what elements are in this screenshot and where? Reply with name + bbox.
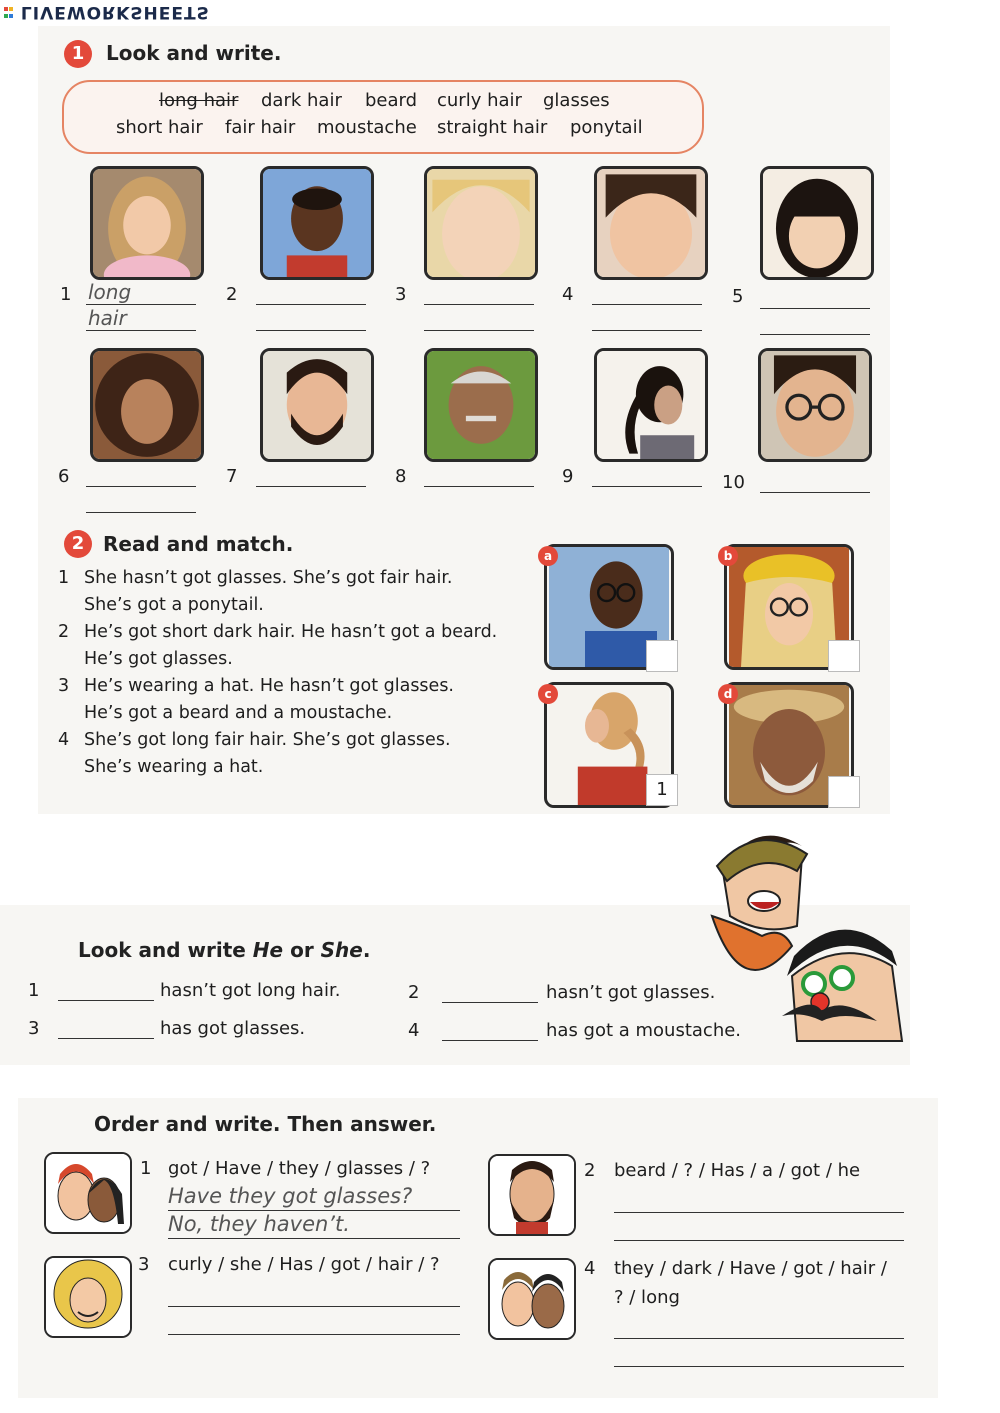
answer-line[interactable] <box>760 308 870 309</box>
item-text: hasn’t got long hair. <box>160 980 341 1001</box>
word-bank-item: ponytail <box>570 117 643 138</box>
title-part: He <box>252 938 284 962</box>
brand-logo <box>4 2 210 22</box>
match-answer-box-b[interactable] <box>828 640 860 672</box>
sentence-text: He’s got a beard and a moustache. <box>84 703 393 723</box>
title-part: Look and write <box>78 938 253 962</box>
sentence-text: She hasn’t got glasses. She’s got fair hair. <box>84 568 453 588</box>
photo-girl-long-hair <box>90 166 204 280</box>
word-bank-item: beard <box>365 90 418 111</box>
match-answer-box-d[interactable] <box>828 776 860 808</box>
cartoon-girl-curly-hair <box>44 1256 132 1338</box>
title-part: or <box>283 938 321 962</box>
answer-line[interactable] <box>592 486 702 487</box>
answer-line[interactable] <box>86 512 196 513</box>
answer-line[interactable] <box>256 330 366 331</box>
photo-boy-glasses <box>758 348 872 462</box>
photo-boy-straight-hair <box>594 166 708 280</box>
exercise-2-badge: 2 <box>64 530 92 558</box>
example-answer-line1: long <box>88 280 132 304</box>
exercise-4-title: Order and write. Then answer. <box>94 1112 437 1136</box>
match-answer-box-c[interactable]: 1 <box>646 774 678 806</box>
word-bank-item: long hair <box>159 90 239 111</box>
word-bank-item: dark hair <box>261 90 342 111</box>
answer-line[interactable] <box>86 304 196 305</box>
answer-line[interactable] <box>58 1000 154 1001</box>
item-prompt: got / Have / they / glasses / ? <box>168 1158 431 1179</box>
answer-line[interactable] <box>256 486 366 487</box>
answer-line[interactable] <box>614 1212 904 1213</box>
answer-line[interactable] <box>424 486 534 487</box>
item-text: hasn’t got glasses. <box>546 982 716 1003</box>
logo-squares-icon <box>4 5 14 19</box>
word-bank <box>62 80 704 154</box>
match-letter-d: d <box>718 684 738 704</box>
sentence-text: He’s got glasses. <box>84 649 233 669</box>
sentence-text: He’s wearing a hat. He hasn’t got glasses. <box>84 676 454 696</box>
photo-girl-fair-hair <box>424 166 538 280</box>
match-letter-b: b <box>718 546 738 566</box>
photo-girl-curly-hair <box>90 348 204 462</box>
item-number: 3 <box>395 284 407 305</box>
item-prompt: they / dark / Have / got / hair / <box>614 1258 887 1279</box>
item-number: 4 <box>408 1020 420 1041</box>
word-bank-item: fair hair <box>225 117 296 138</box>
answer-line[interactable] <box>614 1366 904 1367</box>
item-number: 1 <box>60 284 72 305</box>
answer-line[interactable] <box>58 1038 154 1039</box>
answer-line[interactable] <box>424 304 534 305</box>
answer-line[interactable] <box>760 334 870 335</box>
sentence-text: He’s got short dark hair. He hasn’t got a beard. <box>84 622 498 642</box>
item-text: has got glasses. <box>160 1018 306 1039</box>
exercise-2-title: Read and match. <box>103 532 294 556</box>
title-part: . <box>362 938 371 962</box>
brand-name: LIVEWORKSHEETS <box>20 2 210 22</box>
item-number: 5 <box>732 286 744 307</box>
item-number: 8 <box>395 466 407 487</box>
example-answer-line2: hair <box>88 306 127 330</box>
answer-line[interactable] <box>86 486 196 487</box>
sentence-text: She’s wearing a hat. <box>84 757 264 777</box>
sentence-number: 4 <box>58 730 70 750</box>
answer-line[interactable] <box>592 330 702 331</box>
sentence-text: She’s got long fair hair. She’s got glasses. <box>84 730 451 750</box>
answer-line[interactable] <box>256 304 366 305</box>
exercise-3-title <box>78 938 370 962</box>
cartoon-man-beard <box>488 1154 576 1236</box>
match-letter-c: c <box>538 684 558 704</box>
item-number: 6 <box>58 466 70 487</box>
item-prompt: curly / she / Has / got / hair / ? <box>168 1254 440 1275</box>
sentence-text: She’s got a ponytail. <box>84 595 264 615</box>
example-answer-question: Have they got glasses? <box>168 1184 413 1208</box>
item-number: 2 <box>584 1160 596 1181</box>
match-answer-box-a[interactable] <box>646 640 678 672</box>
photo-girl-straight-dark-hair <box>760 166 874 280</box>
item-number: 1 <box>28 980 40 1001</box>
answer-line[interactable] <box>168 1210 460 1211</box>
worksheet-section-order <box>18 1098 938 1398</box>
item-text: has got a moustache. <box>546 1020 742 1041</box>
photo-girl-ponytail <box>594 348 708 462</box>
answer-line[interactable] <box>592 304 702 305</box>
word-bank-item: straight hair <box>437 117 548 138</box>
exercise-1-title: Look and write. <box>106 41 282 65</box>
sentence-number: 2 <box>58 622 70 642</box>
item-number: 3 <box>138 1254 150 1275</box>
item-number: 1 <box>140 1158 152 1179</box>
cartoon-two-boys <box>488 1258 576 1340</box>
word-bank-item: moustache <box>317 117 417 138</box>
item-prompt-cont: ? / long <box>614 1287 680 1308</box>
match-letter-a: a <box>538 546 558 566</box>
photo-man-moustache <box>424 348 538 462</box>
item-number: 7 <box>226 466 238 487</box>
title-part: She <box>320 938 363 962</box>
example-answer-short: No, they haven’t. <box>168 1212 350 1236</box>
answer-line[interactable] <box>168 1238 460 1239</box>
sentence-number: 1 <box>58 568 70 588</box>
answer-line[interactable] <box>168 1334 460 1335</box>
item-number: 4 <box>562 284 574 305</box>
word-bank-item: glasses <box>543 90 610 111</box>
sentence-number: 3 <box>58 676 70 696</box>
item-number: 2 <box>408 982 420 1003</box>
answer-line[interactable] <box>168 1306 460 1307</box>
item-prompt: beard / ? / Has / a / got / he <box>614 1160 861 1181</box>
answer-line[interactable] <box>442 1040 538 1041</box>
photo-boy-short-dark-hair <box>260 166 374 280</box>
cartoon-two-kids-1 <box>44 1152 132 1234</box>
answer-line[interactable] <box>760 492 870 493</box>
exercise-1-badge: 1 <box>64 40 92 68</box>
answer-line[interactable] <box>614 1338 904 1339</box>
item-number: 2 <box>226 284 238 305</box>
word-bank-item: short hair <box>116 117 203 138</box>
answer-line[interactable] <box>86 330 196 331</box>
item-number: 3 <box>28 1018 40 1039</box>
item-number: 10 <box>722 472 745 493</box>
answer-line[interactable] <box>442 1002 538 1003</box>
cartoon-characters-illustration <box>702 826 912 1056</box>
item-number: 9 <box>562 466 574 487</box>
word-bank-item: curly hair <box>437 90 522 111</box>
answer-line[interactable] <box>424 330 534 331</box>
answer-line[interactable] <box>614 1240 904 1241</box>
photo-man-beard <box>260 348 374 462</box>
item-number: 4 <box>584 1258 596 1279</box>
